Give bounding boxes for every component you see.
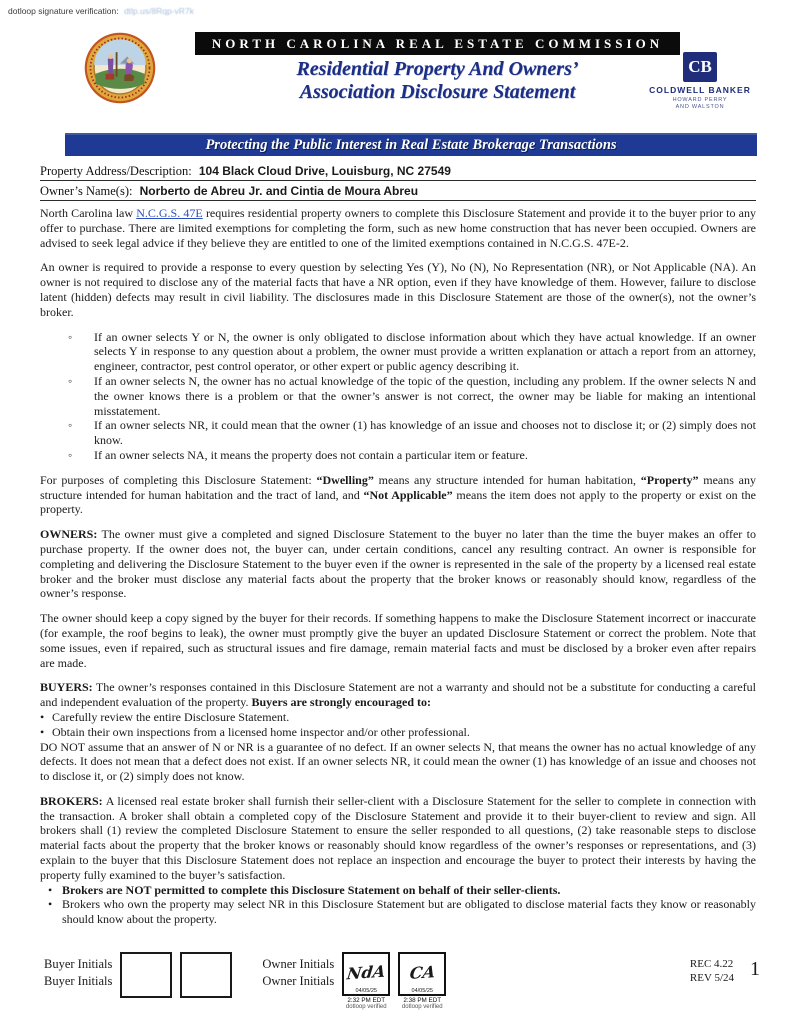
bullet-text (62, 897, 756, 927)
bullet-text (94, 374, 756, 418)
title-line1: Residential Property And Owners’ (296, 58, 579, 80)
paragraph (40, 527, 756, 601)
bullet-icon: • (48, 882, 53, 897)
text-run: “Dwelling” (316, 472, 374, 487)
owner-name-value: Norberto de Abreu Jr. and Cintia de Moura Abreu (139, 184, 419, 198)
paragraph (40, 206, 756, 250)
buyer-initials-label-1: Buyer Initials (44, 957, 113, 971)
paragraph (40, 611, 756, 670)
text-run: Buyers are strongly encouraged to: (251, 695, 432, 710)
stamp-box-2[interactable] (398, 952, 446, 996)
text-run: means the item does not apply to the property or exist on the property. (40, 487, 757, 517)
bullet-icon: ◦ (68, 447, 73, 462)
bullet-icon: • (40, 724, 45, 739)
brokerage-subline2: AND WALSTON (675, 103, 725, 110)
verification-label: dotloop signature verification: (8, 6, 119, 16)
bullet-item (40, 448, 756, 463)
owner-initials-label-2: Owner Initials (262, 974, 335, 988)
commission-banner: NORTH CAROLINA REAL ESTATE COMMISSION (195, 32, 680, 55)
text-run: requires residential property owners to complete this Disclosure Statement and provide it to the buyer prior to any offer to purchase. There are limited exemptions for completing the form, such as new home construction that has never been occupied. Owners are advised to seek legal advice if they believe they are entitled to one of the limited exemptions contained in N.C.G.S. 47E-2. (40, 206, 756, 250)
owner-name-label: Owner’s Name(s): (40, 184, 133, 198)
text-run: A licensed real estate broker shall furnish their seller-client with a Disclosure Statement for the seller to complete in connection with the transaction. A broker shall obtain a completed copy of the Disclosure Statement and provide it to their buyer-client to review and sign. All brokers shall (1) review the completed Disclosure Statement to ensure the seller responded to all questions, (2) take reasonable steps to disclose material facts about the property that the broker knows or reasonably should know regardless of the owner’s responses or representations, and (3) explain to the buyer that this Disclosure Statement does not replace an inspection and encourage the buyer to protect their interests by having the property fully examined to the buyer’s satisfaction. (40, 793, 756, 882)
bullet-item (40, 897, 756, 927)
buyer-initials-box-2[interactable] (180, 952, 232, 998)
stamp-time-1: 2:32 PM EDT (347, 997, 386, 1004)
text-run: If an owner selects N, the owner has no actual knowledge of the topic of the question, including any problem. If the owner selects N and the owner knows there is a problem or that the owner’s answer is not correct, the owner may be liable for making an intentional misstatement. (94, 373, 756, 418)
owner-initials-labels (262, 956, 334, 990)
verification-strip (8, 6, 194, 16)
verification-link[interactable]: dtlp.us/8Rqp-vR7k (123, 6, 194, 16)
stamp-date-1: 04/05/25 (355, 988, 377, 994)
text-run: The owner should keep a copy signed by the buyer for their records. If something happens to make the Disclosure Statement incorrect or inaccurate (for example, the roof begins to leak), the owner must promptly give the buyer an updated Disclosure Statement or correct the problem. Note that some issues, even if repaired, such as structural issues and fire damage, remain material facts and must be disclosed by a broker even after repairs are made. (40, 611, 756, 670)
stamp-date-2: 04/05/25 (411, 988, 433, 994)
brokerage-name: COLDWELL BANKER (649, 85, 751, 95)
text-run: Brokers who own the property may select NR in this Disclosure Statement but are obligated to disclose material facts they know or reasonably should know about the property. (62, 897, 756, 927)
rec-number: REC 4.22 (689, 958, 734, 970)
text-run: The owner must give a completed and signed Disclosure Statement to the buyer no later than the time the buyer makes an offer to purchase property. If the owner does not, the buyer can, under certain conditions, cancel any resulting contract. An owner is responsible for completing and delivering the Disclosure Statement to the buyer even if the owner is represented in the sale of the property by a licensed real estate broker and the broker must disclose any material facts about the property that the broker knows or reasonably should know, regardless of the owner’s response. (40, 527, 756, 601)
stamp-verified-2: dotloop verified (401, 1004, 443, 1010)
buyer-initials-labels (44, 956, 112, 990)
property-address-label: Property Address/Description: (40, 164, 192, 178)
buyer-initials-box-1[interactable] (120, 952, 172, 998)
text-run: If an owner selects NR, it could mean that the owner (1) has knowledge of an issue and chooses not to disclose it; or (2) simply does not know. (94, 418, 756, 448)
stamp-time-2: 2:38 PM EDT (403, 997, 442, 1004)
bullet-item (40, 374, 756, 418)
header (0, 30, 791, 130)
document-body (40, 206, 756, 937)
text-run: means any structure intended for human habitation, (373, 472, 641, 487)
owner-initial-stamp-1[interactable] (342, 952, 390, 1010)
text-run: “Property” (640, 472, 699, 487)
bullet-item (40, 330, 756, 374)
text-run: OWNERS: (40, 527, 98, 542)
paragraph (40, 740, 756, 784)
brokerage-logo (641, 52, 759, 110)
owner-name-field (40, 184, 756, 201)
owner-initials-signature-1: NdA (345, 961, 387, 983)
rev-number: REV 5/24 (689, 971, 734, 984)
footer (44, 952, 760, 1010)
bullet-icon: ◦ (68, 329, 73, 344)
bullet-item (40, 710, 756, 725)
paragraph (40, 260, 756, 319)
stamp-box-1[interactable] (342, 952, 390, 996)
bullet-item (40, 883, 756, 898)
text-run: DO NOT assume that an answer of N or NR is a guarantee of no defect. If an owner selects N, that means the owner has no actual knowledge of any defects. It does not mean that a defect does not exist. If an owner selects NR, it could mean the owner (1) has knowledge of an issue and chooses not to disclose it, or (2) simply does not know. (40, 739, 756, 784)
bullet-icon: ◦ (68, 373, 73, 388)
form-fields (40, 164, 756, 204)
bullet-text (94, 330, 756, 374)
text-run: North Carolina law (40, 206, 137, 220)
title-line2: Association Disclosure Statement (299, 81, 576, 103)
header-center (195, 32, 680, 104)
bullet-text (94, 448, 756, 463)
text-run: If an owner selects Y or N, the owner is only obligated to disclose information about which they have actual knowledge. If an owner selects Y in response to any question about a problem, the owner must provide a written explanation or attach a report from an attorney, engineer, contractor, pest control operator, or other expert or public agency describing it. (94, 329, 756, 374)
paragraph (40, 473, 756, 517)
tagline-banner: Protecting the Public Interest in Real Estate Brokerage Transactions (65, 133, 757, 156)
text-run: An owner is required to provide a response to every question by selecting Yes (Y), No (N), No Representation (NR), or Not Applicable (NA). An owner is not required to disclose any of the material facts that have a NR option, even if they have knowledge of them. However, failure to disclose latent (hidden) defects may result in civil liability. The disclosures made in this Disclosure Statement are those of the owner(s), not the owner’s broker. (40, 260, 756, 319)
text-run: BROKERS: (40, 793, 103, 808)
text-run: Carefully review the entire Disclosure Statement. (52, 709, 290, 724)
bullet-list (40, 883, 756, 927)
bullet-list (40, 710, 756, 740)
form-revision (690, 958, 734, 985)
page-number: 1 (750, 958, 760, 980)
bullet-item (40, 418, 756, 448)
bullet-icon: • (48, 897, 53, 912)
bullet-text (94, 418, 756, 448)
bullet-item (40, 725, 756, 740)
text-run: BUYERS: (40, 680, 93, 695)
text-run: The owner’s responses contained in this Disclosure Statement are not a warranty and should not be a substitute for conducting a careful and independent evaluation of the property. (40, 680, 756, 710)
buyer-initials-label-2: Buyer Initials (44, 974, 113, 988)
text-run: Brokers are NOT permitted to complete this Disclosure Statement on behalf of their seller-clients. (62, 882, 561, 897)
text-run: If an owner selects NA, it means the property does not contain a particular item or feature. (94, 447, 528, 462)
text-run: For purposes of completing this Disclosure Statement: (40, 472, 317, 487)
brokerage-subname (641, 97, 759, 110)
paragraph (40, 794, 756, 883)
coldwell-banker-monogram-icon: CB (683, 52, 717, 82)
bullet-list (40, 330, 756, 463)
text-run: Obtain their own inspections from a licensed home inspector and/or other professional. (52, 724, 470, 739)
paragraph (40, 680, 756, 710)
stamp-verified-1: dotloop verified (345, 1004, 387, 1010)
nc-state-seal-icon (84, 32, 156, 104)
bullet-text (52, 710, 756, 725)
property-address-value: 104 Black Cloud Drive, Louisburg, NC 27549 (198, 164, 451, 178)
bullet-icon: ◦ (68, 418, 73, 433)
bullet-text (62, 883, 756, 898)
text-run: means any structure intended for human habitation and the tract of land, and (40, 472, 756, 502)
property-address-field (40, 164, 756, 181)
bullet-text (52, 725, 756, 740)
owner-initials-label-1: Owner Initials (262, 957, 335, 971)
owner-initial-stamp-2[interactable] (398, 952, 446, 1010)
text-run: “Not Applicable” (363, 487, 453, 502)
bullet-icon: • (40, 709, 45, 724)
brokerage-subline1: HOWARD PERRY (672, 97, 728, 103)
owner-initials-signature-2: CA (408, 961, 436, 983)
page-title (195, 58, 680, 104)
statute-link[interactable]: N.C.G.S. 47E (136, 206, 203, 220)
